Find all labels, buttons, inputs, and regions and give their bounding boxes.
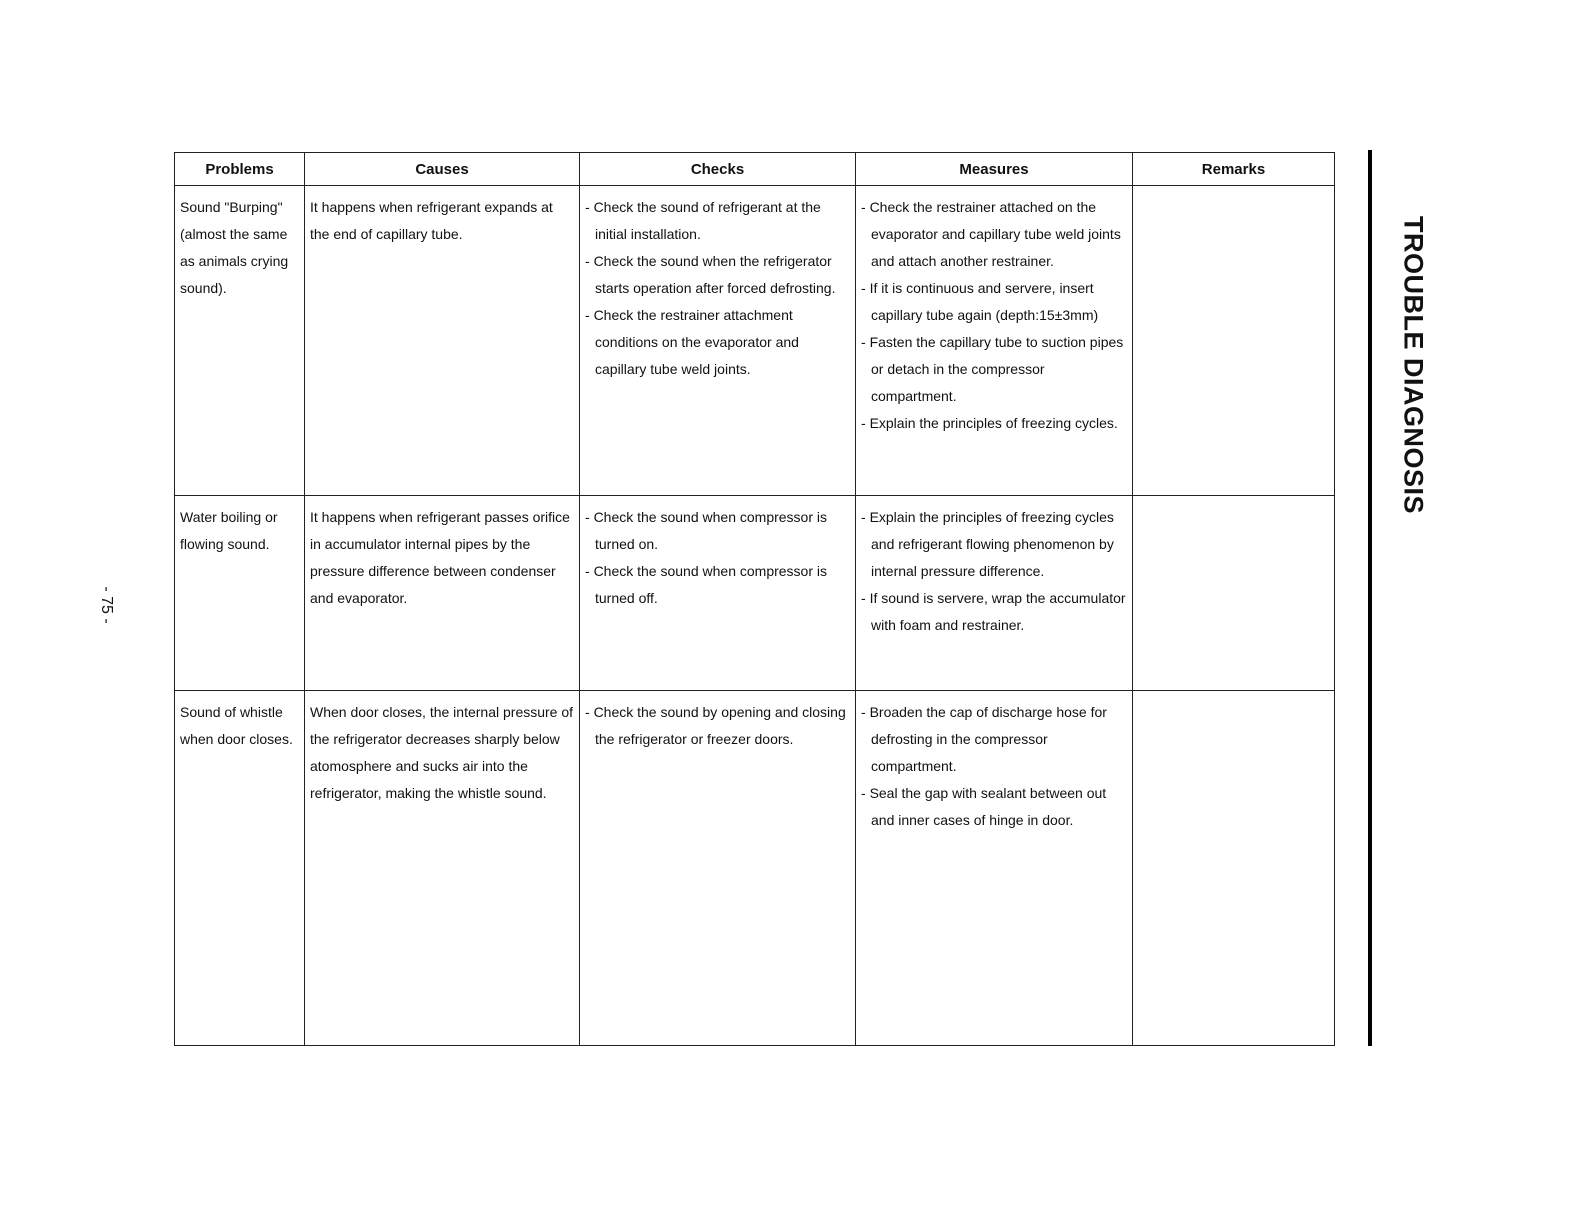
header-problems: Problems	[175, 153, 305, 186]
table-row	[175, 496, 1335, 691]
measures-cell	[856, 186, 1133, 496]
measure-item: - Broaden the cap of discharge hose for defrosting in the compressor compartment.	[861, 699, 1128, 780]
measure-item: - Seal the gap with sealant between out and inner cases of hinge in door.	[861, 780, 1128, 834]
check-item: - Check the sound when compressor is turned on.	[585, 504, 851, 558]
header-remarks: Remarks	[1133, 153, 1335, 186]
page-number: - 75 -	[98, 586, 115, 624]
problem-cell: Water boiling or flowing sound.	[175, 496, 305, 691]
check-item: - Check the sound when the refrigerator starts operation after forced defrosting.	[585, 248, 851, 302]
measure-item: - If sound is servere, wrap the accumulator with foam and restrainer.	[861, 585, 1128, 639]
checks-cell	[580, 690, 856, 1045]
measures-cell	[856, 690, 1133, 1045]
measure-item: - Fasten the capillary tube to suction pipes or detach in the compressor compartment.	[861, 329, 1128, 410]
remarks-cell	[1133, 496, 1335, 691]
problem-cell: Sound "Burping" (almost the same as animals crying sound).	[175, 186, 305, 496]
header-measures: Measures	[856, 153, 1133, 186]
check-item: - Check the sound by opening and closing the refrigerator or freezer doors.	[585, 699, 851, 753]
remarks-cell	[1133, 186, 1335, 496]
remarks-cell	[1133, 690, 1335, 1045]
check-item: - Check the sound of refrigerant at the initial installation.	[585, 194, 851, 248]
cause-cell: It happens when refrigerant expands at the end of capillary tube.	[305, 186, 580, 496]
measures-cell	[856, 496, 1133, 691]
check-item: - Check the restrainer attachment conditions on the evaporator and capillary tube weld joints.	[585, 302, 851, 383]
check-item: - Check the sound when compressor is turned off.	[585, 558, 851, 612]
cause-cell: It happens when refrigerant passes orifice in accumulator internal pipes by the pressure difference between condenser and evaporator.	[305, 496, 580, 691]
section-title-text: TROUBLE DIAGNOSIS	[1398, 215, 1429, 515]
checks-cell	[580, 496, 856, 691]
measure-item: - Check the restrainer attached on the evaporator and capillary tube weld joints and attach another restrainer.	[861, 194, 1128, 275]
cause-cell: When door closes, the internal pressure of the refrigerator decreases sharply below atomosphere and sucks air into the refrigerator, making the whistle sound.	[305, 690, 580, 1045]
header-checks: Checks	[580, 153, 856, 186]
problem-cell: Sound of whistle when door closes.	[175, 690, 305, 1045]
trouble-diagnosis-table	[174, 152, 1335, 1046]
table-row	[175, 690, 1335, 1045]
measure-item: - Explain the principles of freezing cycles.	[861, 410, 1128, 437]
header-causes: Causes	[305, 153, 580, 186]
section-title	[1398, 150, 1428, 580]
measure-item: - Explain the principles of freezing cycles and refrigerant flowing phenomenon by internal pressure difference.	[861, 504, 1128, 585]
side-rule	[1368, 150, 1372, 1046]
table-header-row	[175, 153, 1335, 186]
measure-item: - If it is continuous and servere, insert capillary tube again (depth:15±3mm)	[861, 275, 1128, 329]
table-row	[175, 186, 1335, 496]
checks-cell	[580, 186, 856, 496]
